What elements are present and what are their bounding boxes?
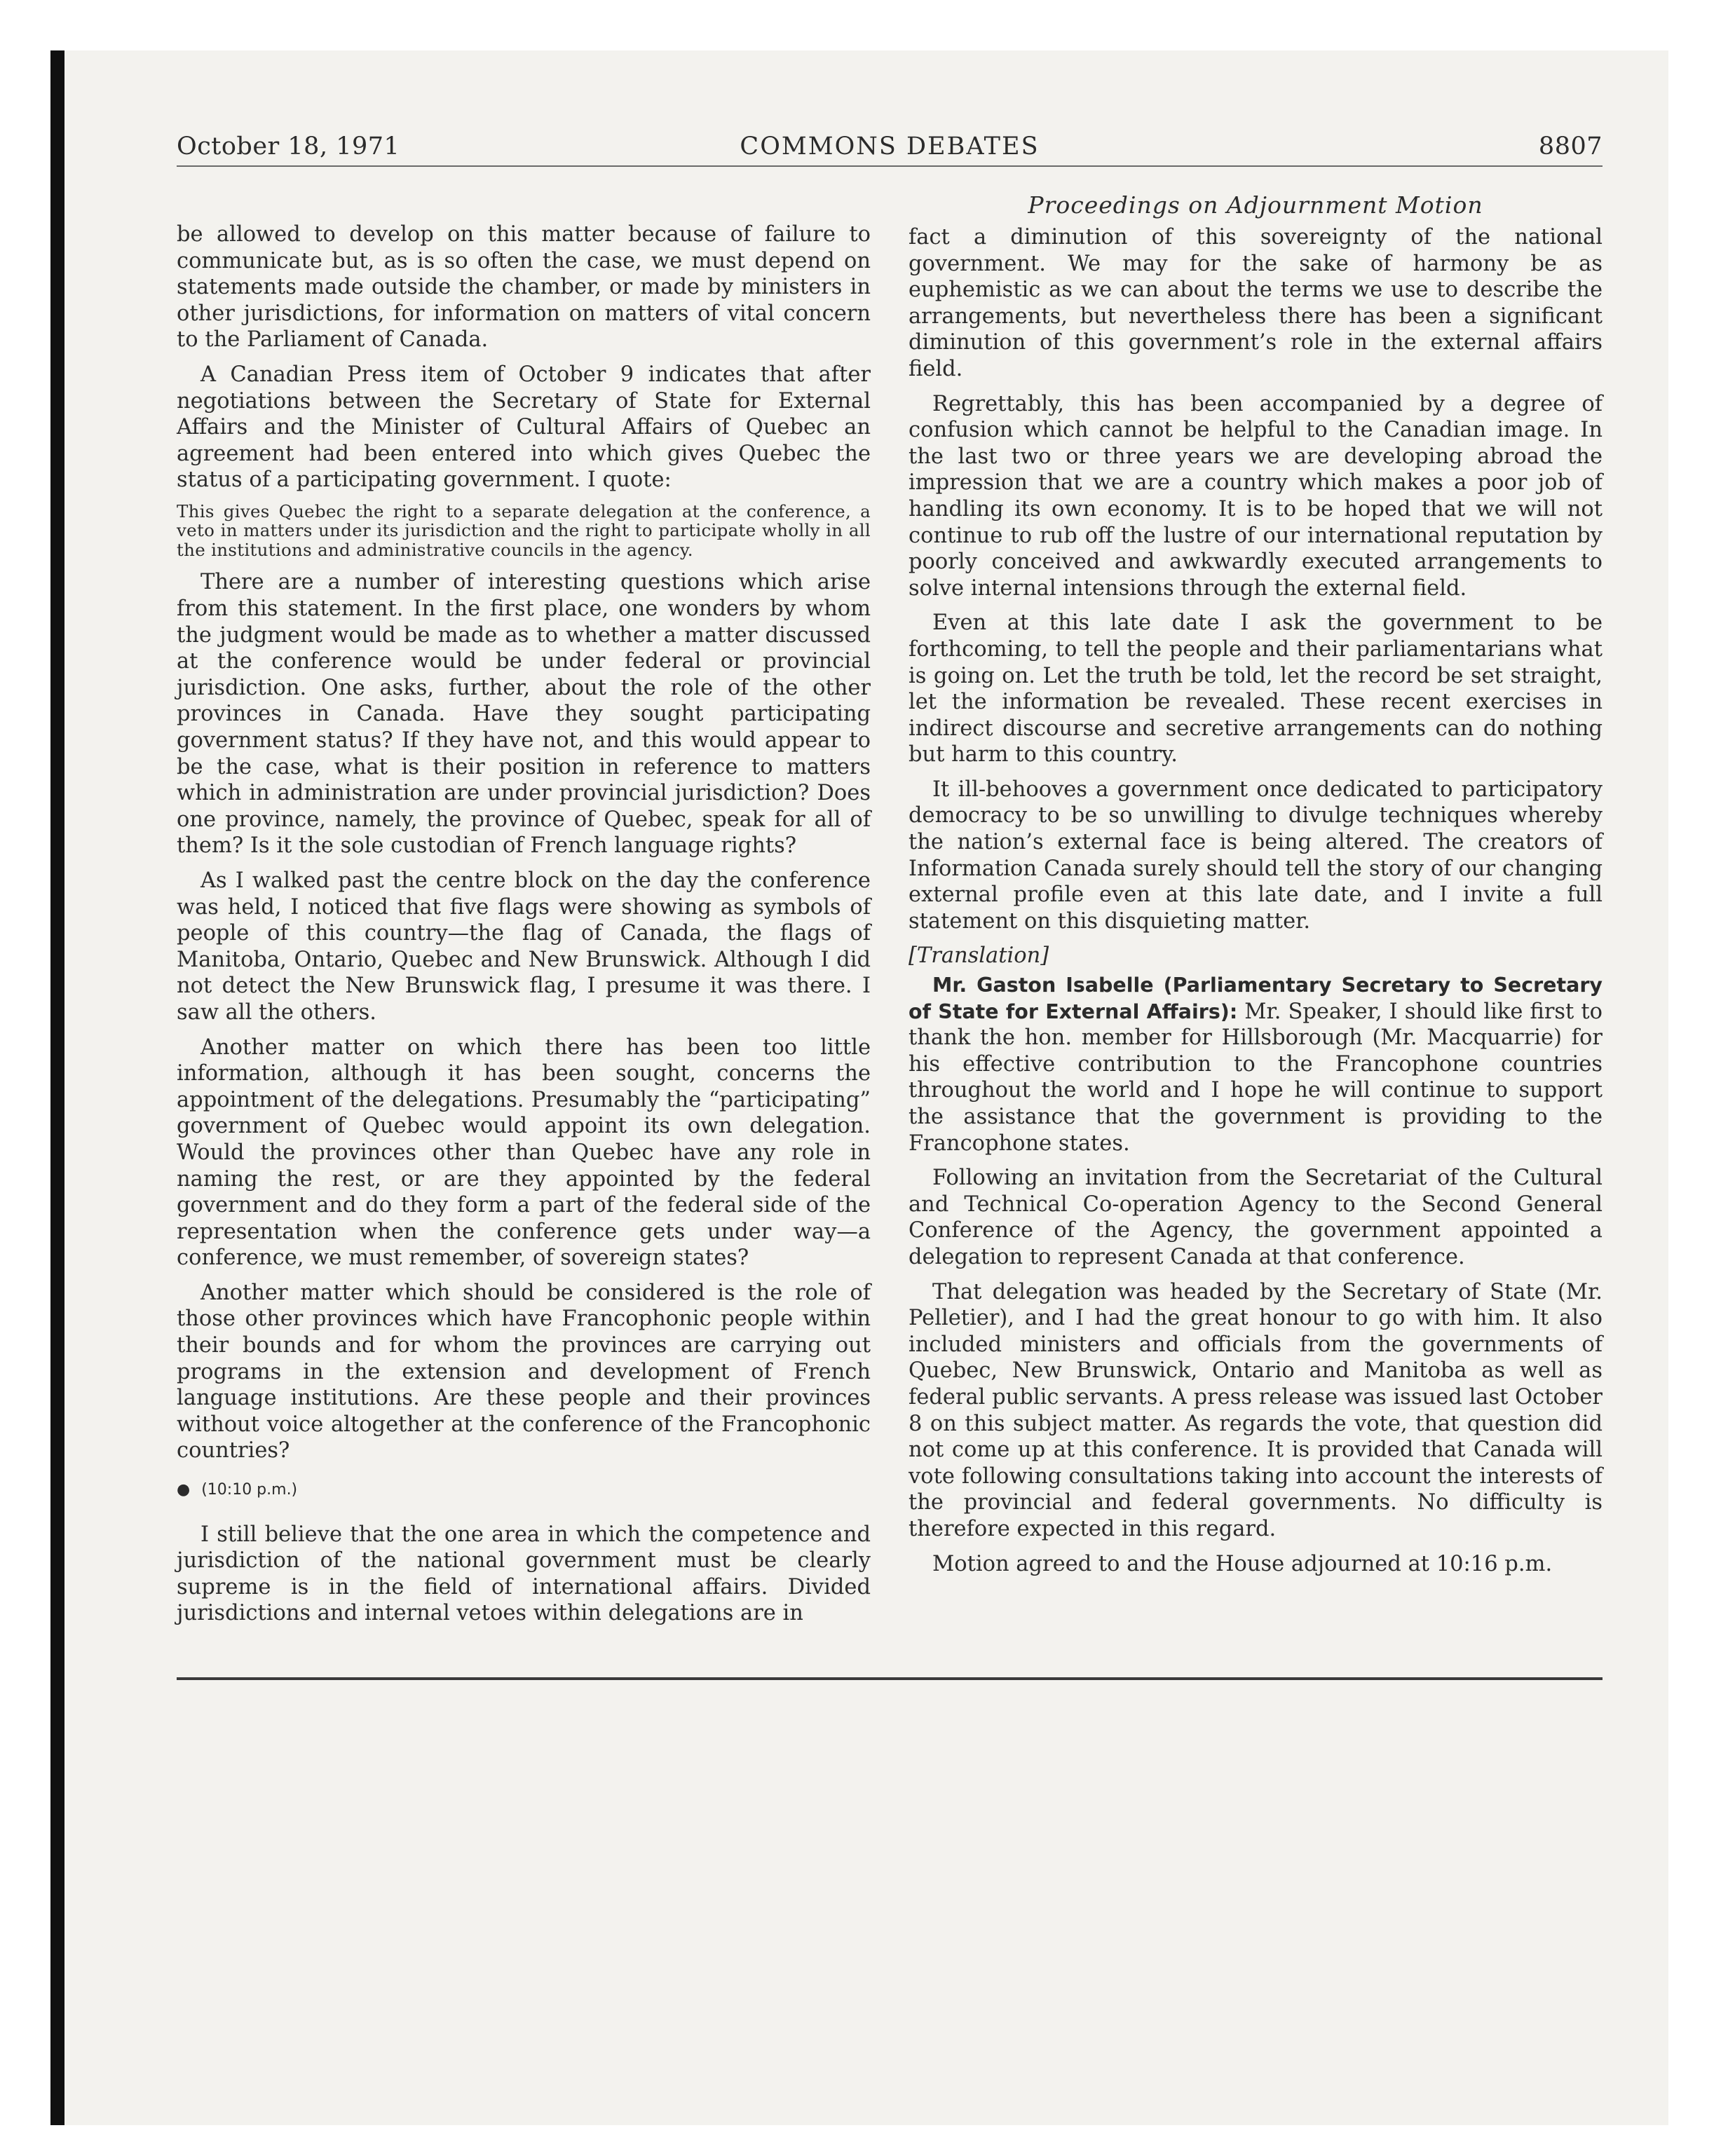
page-header [177,130,1603,167]
speech-text: Mr. Speaker, I should like first to thank the hon. member for Hillsborough (Mr. Macquarrie) for his effective contribution to the Francophone countries throughout the world and I hope he will continue to support the assistance that the government is providing to the Francophone states. [909,999,1603,1156]
block-quote: This gives Quebec the right to a separate delegation at the conference, a veto in matters under its jurisdiction and the right to participate wholly in all the institutions and administrative councils in the agency. [177,500,871,560]
paragraph: I still believe that the one area in which the competence and jurisdiction of the national government must be clearly supreme is in the field of international affairs. Divided jurisdictions and internal vetoes within delegations are in [177,1522,871,1626]
paragraph: Following an invitation from the Secretariat of the Cultural and Technical Co-operation Agency to the Second General Conference of the Agency, the government appointed a delegation to represent Canada at that conference. [909,1166,1603,1269]
running-head: Proceedings on Adjournment Motion [1028,191,1483,219]
translation-label: [Translation] [909,943,1049,969]
speaker-name: Mr. Gaston Isabelle (Parliamentary Secretary to Secretary of State for External Affairs): [909,974,1603,1023]
paragraph: Another matter which should be considered is the role of those other provinces which have Francophonic people within their bounds and for whom the provinces are carrying out programs in the extension and development of French language institutions. Are these people and their provinces without voice altogether at the conference of the Francophonic countries? [177,1280,871,1464]
time-marker [177,1477,871,1503]
paragraph: Motion agreed to and the House adjourned at 10:16 p.m. [932,1551,1553,1576]
paragraph: As I walked past the centre block on the day the conference was held, I noticed that five flags were showing as symbols of people of this country—the flag of Canada, the flags of Manitoba, Ontario, Quebec and New Brunswick. Although I did not detect the New Brunswick flag, I presume it was there. I saw all the others. [177,868,871,1025]
right-column [909,221,1603,1585]
paragraph: That delegation was headed by the Secretary of State (Mr. Pelletier), and I had the great honour to go with him. It also included ministers and officials from the governments of Quebec, New Brunswick, Ontario and Manitoba as well as federal public servants. A press release was issued last October 8 on this subject matter. As regards the vote, that question did not come up at this conference. It is provided that Canada will vote following consultations taking into account the interests of the provincial and federal governments. No difficulty is therefore expected in this regard. [909,1279,1603,1541]
paragraph: A Canadian Press item of October 9 indicates that after negotiations between the Secretary of State for External Affairs and the Minister of Cultural Affairs of Quebec an agreement had been entered into which gives Quebec the status of a participating government. I quote: [177,362,871,493]
paragraph: Regrettably, this has been accompanied by a degree of confusion which cannot be helpful to the Canadian image. In the last two or three years we are developing abroad the impression that we are a country which makes a poor job of handling its own economy. It is to be hoped that we will not continue to rub off the lustre of our international reputation by poorly conceived and awkwardly executed arrangements to solve internal intensions through the external field. [909,391,1603,601]
left-column [177,221,871,1635]
speaker-paragraph [909,972,1603,1157]
scan-edge [50,50,64,2125]
paragraph: Even at this late date I ask the government to be forthcoming, to tell the people and their parliamentarians what is going on. Let the truth be told, let the record be set straight, let the information be revealed. These recent exercises in indirect discourse and secretive arrangements can do nothing but harm to this country. [909,610,1603,767]
paragraph: fact a diminution of this sovereignty of the national government. We may for the sake of harmony be as euphemistic as we can about the terms we use to describe the arrangements, but nevertheless there has been a significant diminution of this government’s role in the external affairs field. [909,225,1603,381]
paragraph: There are a number of interesting questions which arise from this statement. In the first place, one wonders by whom the judgment would be made as to whether a matter discussed at the conference would be under federal or provincial jurisdiction. One asks, further, about the role of the other provinces in Canada. Have they sought participating government status? If they have not, and this would appear to be the case, what is their position in reference to matters which in administration are under provincial jurisdiction? Does one province, namely, the province of Quebec, speak for all of them? Is it the sole custodian of French language rights? [177,570,871,859]
bottom-rule [177,1677,1603,1680]
header-date: October 18, 1971 [177,132,400,161]
page-number: 8807 [1538,132,1603,161]
paragraph: Another matter on which there has been too little information, although it has been sought, concerns the appointment of the delegations. Presumably the “participating” government of Quebec would appoint its own delegation. Would the provinces other than Quebec have any role in naming the rest, or are they appointed by the federal government and do they form a part of the federal side of the representation when the conference gets under way—a conference, we must remember, of sovereign states? [177,1035,871,1271]
paragraph: It ill-behooves a government once dedicated to participatory democracy to be so unwilling to divulge techniques whereby the nation’s external face is being altered. The creators of Information Canada surely should tell the story of our changing external profile even at this late date, and I invite a full statement on this disquieting matter. [909,777,1603,934]
bullet-icon: ● [177,1481,191,1499]
time-stamp: (10:10 p.m.) [201,1481,298,1499]
header-title: COMMONS DEBATES [740,132,1040,161]
paragraph: be allowed to develop on this matter because of failure to communicate but, as is so often the case, we must depend on statements made outside the chamber, or made by ministers in other jurisdictions, for information on matters of vital concern to the Parliament of Canada. [177,222,871,353]
